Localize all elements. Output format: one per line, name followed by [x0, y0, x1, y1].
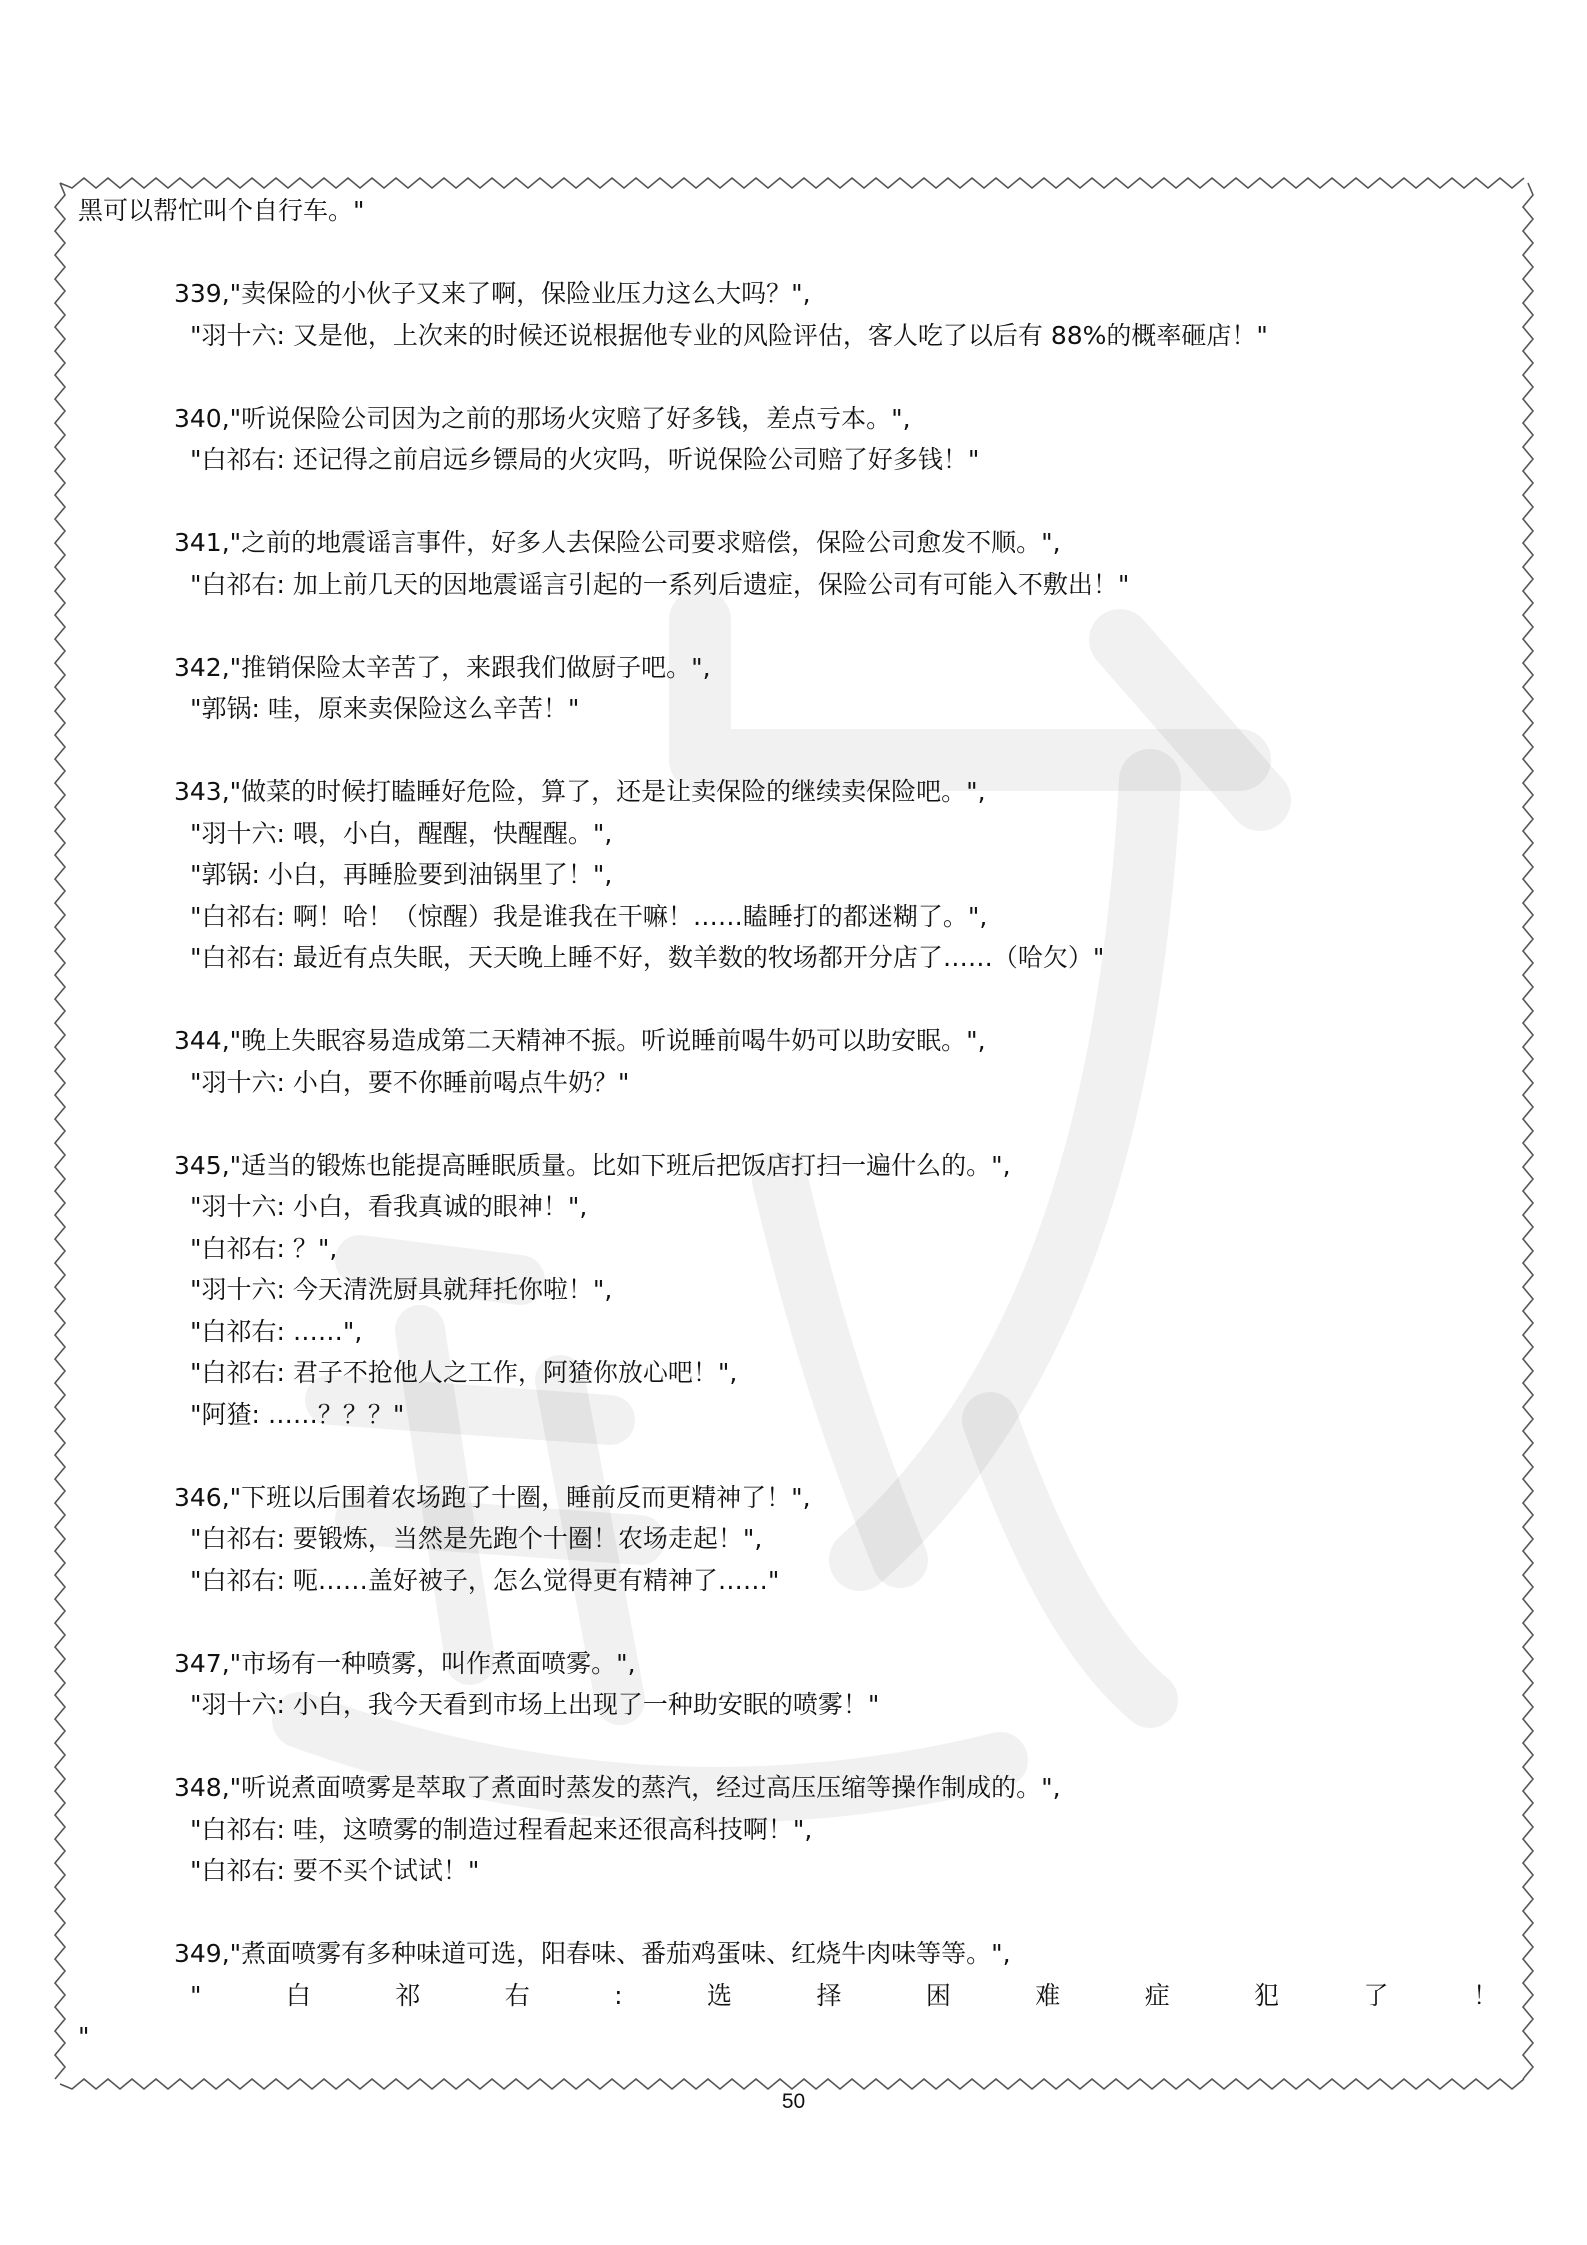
paragraph-gap: [78, 232, 1510, 274]
character-reply-line: "郭锅: 哇，原来卖保险这么辛苦！": [190, 694, 580, 723]
numbered-entry-line: 345,"适当的锻炼也能提高睡眠质量。比如下班后把饭店打扫一遍什么的。",: [174, 1150, 1011, 1180]
character-reply-line: "羽十六: 今天清洗厨具就拜托你啦！",: [190, 1275, 613, 1304]
justified-char: 右: [504, 1980, 530, 2010]
paragraph-gap: [78, 979, 1510, 1021]
justified-char: 犯: [1254, 1980, 1280, 2010]
character-reply-line: "羽十六: 又是他，上次来的时候还说根据他专业的风险评估，客人吃了以后有 88%的概率砸店！": [190, 320, 1268, 350]
character-reply-line: "白祁右: ……",: [190, 1316, 363, 1346]
character-reply-line: "郭锅: 小白，再睡脸要到油锅里了！",: [190, 860, 613, 889]
justified-char: 困: [925, 1980, 951, 2010]
closing-quote: ": [78, 2022, 90, 2051]
character-reply-line: "白祁右: 还记得之前启远乡镖局的火灾吗，听说保险公司赔了好多钱！": [190, 445, 980, 474]
paragraph-gap: [78, 1726, 1510, 1768]
character-reply-line: "白祁右: 最近有点失眠，天天晚上睡不好，数羊数的牧场都开分店了……（哈欠）": [190, 943, 1105, 972]
character-reply-line: "白祁右: 呃……盖好被子，怎么觉得更有精神了……": [190, 1565, 780, 1595]
justified-char: 难: [1035, 1980, 1061, 2010]
numbered-entry-line: 344,"晚上失眠容易造成第二天精神不振。听说睡前喝牛奶可以助安眠。",: [174, 1026, 986, 1055]
dialogue-entries: [78, 273, 1510, 1975]
justified-char: 了: [1363, 1980, 1389, 2010]
paragraph-gap: [78, 1892, 1510, 1934]
character-reply-line: "白祁右: ？",: [190, 1233, 338, 1263]
character-reply-line: "白祁右: 要锻炼，当然是先跑个十圈！农场走起！",: [190, 1524, 763, 1553]
justified-char: 症: [1144, 1980, 1170, 2010]
justified-char: ！: [1472, 1980, 1498, 2010]
character-reply-line: "白祁右: 啊！哈！（惊醒）我是谁我在干嘛！……瞌睡打的都迷糊了。",: [190, 901, 988, 931]
numbered-entry-line: 343,"做菜的时候打瞌睡好危险，算了，还是让卖保险的继续卖保险吧。",: [174, 777, 986, 806]
paragraph-gap: [78, 605, 1510, 647]
character-reply-line: "羽十六: 喂，小白，醒醒，快醒醒。",: [190, 818, 613, 848]
page-number: 50: [781, 2090, 806, 2113]
numbered-entry-line: 342,"推销保险太辛苦了，来跟我们做厨子吧。",: [174, 652, 711, 682]
character-reply-line: "白祁右: 君子不抢他人之工作，阿猹你放心吧！",: [190, 1358, 738, 1387]
paragraph-gap: [78, 1435, 1510, 1477]
character-reply-line: "阿猹: ……？？？": [190, 1399, 405, 1429]
character-reply-line: "白祁右: 加上前几天的因地震谣言引起的一系列后遗症，保险公司有可能入不敷出！": [190, 569, 1130, 599]
character-reply-line: "羽十六: 小白，我今天看到市场上出现了一种助安眠的喷雾！": [190, 1690, 880, 1719]
numbered-entry-line: 349,"煮面喷雾有多种味道可选，阳春味、番茄鸡蛋味、红烧牛肉味等等。",: [174, 1939, 1011, 1968]
paragraph-gap: [78, 481, 1510, 523]
character-reply-line: "白祁右: 哇，这喷雾的制造过程看起来还很高科技啊！",: [190, 1814, 813, 1844]
continuation-line: 黑可以帮忙叫个自行车。": [78, 196, 365, 225]
justified-char: ": [190, 1980, 202, 2010]
paragraph-gap: [78, 730, 1510, 772]
justified-char: :: [614, 1980, 623, 2010]
paragraph-gap: [78, 356, 1510, 398]
justified-char: 祁: [395, 1980, 421, 2010]
paragraph-gap: [78, 1103, 1510, 1145]
numbered-entry-line: 340,"听说保险公司因为之前的那场火灾赔了好多钱，差点亏本。",: [174, 403, 911, 433]
paragraph-gap: [78, 1601, 1510, 1643]
justified-char: 白: [285, 1980, 311, 2010]
character-reply-line: "羽十六: 小白，看我真诚的眼神！",: [190, 1192, 588, 1221]
character-reply-line: "白祁右: 要不买个试试！": [190, 1856, 480, 1885]
justified-reply-line: [78, 1975, 1510, 2017]
character-reply-line: "羽十六: 小白，要不你睡前喝点牛奶？": [190, 1067, 630, 1097]
numbered-entry-line: 347,"市场有一种喷雾，叫作煮面喷雾。",: [174, 1648, 636, 1678]
numbered-entry-line: 341,"之前的地震谣言事件，好多人去保险公司要求赔偿，保险公司愈发不顺。",: [174, 528, 1061, 557]
justified-char: 选: [707, 1980, 733, 2010]
justified-char: 择: [816, 1980, 842, 2010]
numbered-entry-line: 348,"听说煮面喷雾是萃取了煮面时蒸发的蒸汽，经过高压压缩等操作制成的。",: [174, 1773, 1061, 1802]
numbered-entry-line: 339,"卖保险的小伙子又来了啊，保险业压力这么大吗？",: [174, 279, 811, 308]
document-body: [78, 190, 1510, 2058]
numbered-entry-line: 346,"下班以后围着农场跑了十圈，睡前反而更精神了！",: [174, 1482, 811, 1512]
